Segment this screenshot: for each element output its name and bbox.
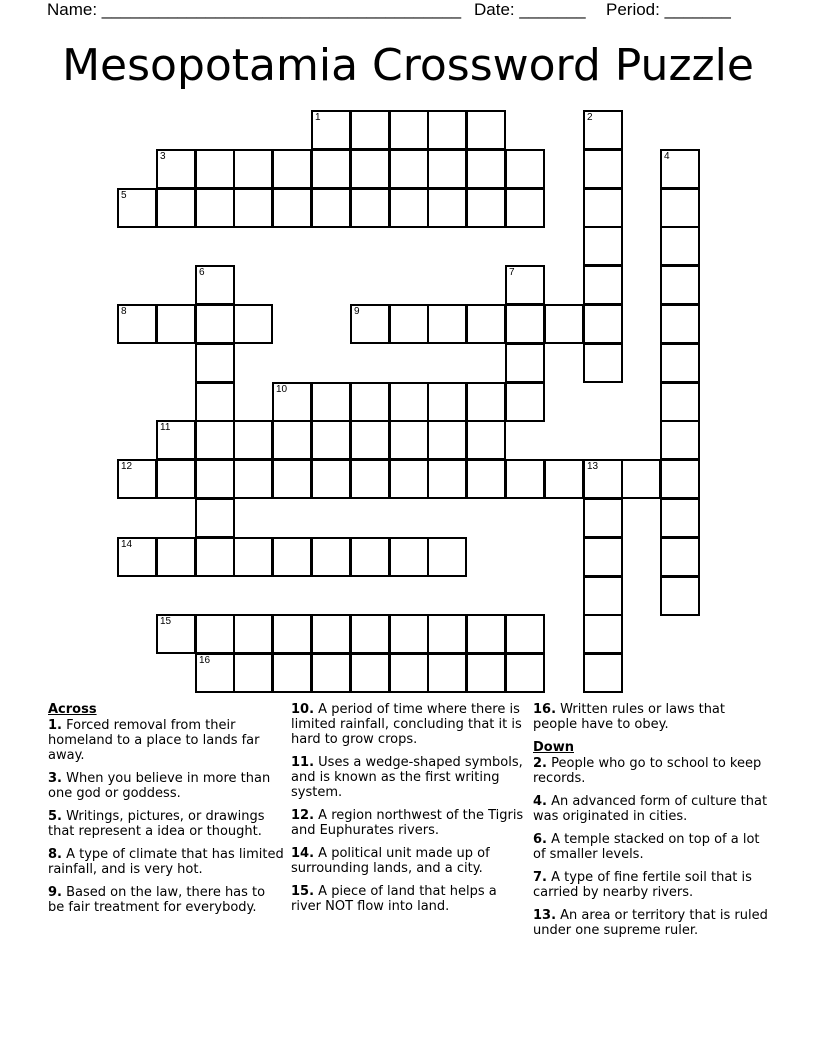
grid-cell[interactable] [505,188,545,228]
grid-cell[interactable] [156,537,196,577]
grid-cell[interactable] [660,576,700,616]
grid-cell[interactable] [427,110,467,150]
grid-cell[interactable] [350,382,390,422]
clue-text: An area or territory that is ruled under one supreme ruler. [533,908,768,938]
grid-cell[interactable] [233,537,273,577]
clue-text: A period of time where there is limited rainfall, concluding that it is hard to grow crops. [291,702,522,747]
grid-cell[interactable] [660,265,700,305]
across-clue [291,884,529,914]
grid-cell[interactable] [156,614,196,654]
cell-number: 7 [509,267,515,278]
grid-cell[interactable] [350,304,390,344]
grid-cell[interactable] [272,188,312,228]
cell-number: 10 [276,384,288,395]
grid-cell[interactable] [505,614,545,654]
cell-number: 4 [664,151,670,162]
grid-cell[interactable] [350,537,390,577]
grid-cell[interactable] [272,382,312,422]
cell-number: 3 [160,151,166,162]
cell-number: 14 [121,539,133,550]
grid-cell[interactable] [233,420,273,460]
grid-cell[interactable] [427,149,467,189]
grid-cell[interactable] [389,537,429,577]
grid-cell[interactable] [195,614,235,654]
across-clue [48,847,284,877]
grid-cell[interactable] [195,304,235,344]
clue-number: 7. [533,870,547,885]
grid-cell[interactable] [466,382,506,422]
grid-cell[interactable] [466,614,506,654]
clue-text: Written rules or laws that people have to obey. [533,702,725,732]
clue-number: 3. [48,771,62,786]
clue-number: 14. [291,846,315,861]
grid-cell[interactable] [583,614,623,654]
clue-text: Forced removal from their homeland to a place to lands far away. [48,718,260,763]
grid-cell[interactable] [466,420,506,460]
grid-cell[interactable] [660,226,700,266]
cell-number: 1 [315,112,321,123]
grid-cell[interactable] [233,188,273,228]
grid-cell[interactable] [505,459,545,499]
grid-cell[interactable] [311,149,351,189]
cell-number: 13 [587,461,599,472]
across-clue [48,718,284,763]
clue-number: 15. [291,884,315,899]
grid-cell[interactable] [195,537,235,577]
down-clue [533,756,773,786]
grid-cell[interactable] [272,537,312,577]
grid-cell[interactable] [389,382,429,422]
grid-cell[interactable] [660,420,700,460]
clues-column-2 [291,702,529,922]
clue-text: When you believe in more than one god or goddess. [48,771,271,801]
clue-number: 11. [291,755,315,770]
cell-number: 8 [121,306,127,317]
clue-number: 16. [533,702,557,717]
cell-number: 2 [587,112,593,123]
cell-number: 12 [121,461,133,472]
grid-cell[interactable] [583,459,623,499]
grid-cell[interactable] [156,149,196,189]
clue-text: A type of climate that has limited rainfall, and is very hot. [48,847,284,877]
grid-cell[interactable] [544,459,584,499]
grid-cell[interactable] [389,110,429,150]
cell-number: 9 [354,306,360,317]
grid-cell[interactable] [466,459,506,499]
clue-text: A type of fine fertile soil that is carried by nearby rivers. [533,870,752,900]
grid-cell[interactable] [117,459,157,499]
grid-cell[interactable] [389,614,429,654]
clue-text: A region northwest of the Tigris and Euphurates rivers. [291,808,524,838]
grid-cell[interactable] [195,149,235,189]
clue-text: Writings, pictures, or drawings that represent a idea or thought. [48,809,265,839]
grid-cell[interactable] [505,304,545,344]
grid-cell[interactable] [583,498,623,538]
across-clue [48,771,284,801]
grid-cell[interactable] [660,304,700,344]
clues-column-3 [533,702,773,946]
grid-cell[interactable] [427,614,467,654]
clues-column-1 [48,702,284,923]
clue-number: 10. [291,702,315,717]
down-clue [533,794,773,824]
grid-cell[interactable] [272,653,312,693]
grid-cell[interactable] [350,149,390,189]
name-field[interactable]: Name: ______________________________________ [47,0,462,19]
period-field[interactable]: Period: _______ [606,0,731,19]
grid-cell[interactable] [195,343,235,383]
grid-cell[interactable] [389,420,429,460]
grid-cell[interactable] [233,459,273,499]
grid-cell[interactable] [427,188,467,228]
grid-cell[interactable] [583,265,623,305]
grid-cell[interactable] [505,382,545,422]
grid-cell[interactable] [350,188,390,228]
across-clue [533,702,773,732]
across-clue [291,755,529,800]
across-clue [291,808,529,838]
grid-cell[interactable] [660,188,700,228]
grid-cell[interactable] [117,304,157,344]
grid-cell[interactable] [466,110,506,150]
grid-cell[interactable] [311,537,351,577]
across-clue [291,702,529,747]
clue-number: 8. [48,847,62,862]
grid-cell[interactable] [350,614,390,654]
grid-cell[interactable] [505,149,545,189]
grid-cell[interactable] [233,653,273,693]
grid-cell[interactable] [195,459,235,499]
cell-number: 6 [199,267,205,278]
grid-cell[interactable] [427,304,467,344]
grid-cell[interactable] [272,420,312,460]
clue-number: 6. [533,832,547,847]
grid-cell[interactable] [505,265,545,305]
grid-cell[interactable] [389,149,429,189]
grid-cell[interactable] [389,653,429,693]
grid-cell[interactable] [350,420,390,460]
grid-cell[interactable] [389,188,429,228]
grid-cell[interactable] [427,459,467,499]
grid-cell[interactable] [117,188,157,228]
grid-cell[interactable] [660,498,700,538]
grid-cell[interactable] [156,188,196,228]
across-heading: Across [48,702,97,717]
clue-number: 1. [48,718,62,733]
grid-cell[interactable] [350,653,390,693]
clue-number: 4. [533,794,547,809]
grid-cell[interactable] [311,110,351,150]
grid-cell[interactable] [272,149,312,189]
grid-cell[interactable] [195,382,235,422]
grid-cell[interactable] [389,459,429,499]
grid-cell[interactable] [660,459,700,499]
grid-cell[interactable] [272,459,312,499]
grid-cell[interactable] [427,382,467,422]
grid-cell[interactable] [156,304,196,344]
grid-cell[interactable] [621,459,661,499]
grid-cell[interactable] [233,614,273,654]
grid-cell[interactable] [583,576,623,616]
grid-cell[interactable] [311,188,351,228]
grid-cell[interactable] [583,110,623,150]
grid-cell[interactable] [389,304,429,344]
grid-cell[interactable] [195,653,235,693]
clue-number: 12. [291,808,315,823]
grid-cell[interactable] [311,420,351,460]
grid-cell[interactable] [117,537,157,577]
down-clue [533,832,773,862]
grid-cell[interactable] [156,420,196,460]
grid-cell[interactable] [583,343,623,383]
grid-cell[interactable] [156,459,196,499]
grid-cell[interactable] [195,188,235,228]
grid-cell[interactable] [583,537,623,577]
grid-cell[interactable] [544,304,584,344]
grid-cell[interactable] [583,304,623,344]
grid-cell[interactable] [660,537,700,577]
grid-cell[interactable] [583,226,623,266]
cell-number: 15 [160,616,172,627]
page-title: Mesopotamia Crossword Puzzle [62,40,754,91]
grid-cell[interactable] [311,614,351,654]
grid-cell[interactable] [660,149,700,189]
grid-cell[interactable] [660,343,700,383]
grid-cell[interactable] [583,149,623,189]
grid-cell[interactable] [660,382,700,422]
cell-number: 16 [199,655,211,666]
grid-cell[interactable] [427,420,467,460]
grid-cell[interactable] [583,653,623,693]
clue-text: Based on the law, there has to be fair treatment for everybody. [48,885,266,915]
grid-cell[interactable] [466,653,506,693]
grid-cell[interactable] [233,149,273,189]
grid-cell[interactable] [505,343,545,383]
grid-cell[interactable] [466,304,506,344]
grid-cell[interactable] [350,110,390,150]
clue-text: A political unit made up of surrounding lands, and a city. [291,846,490,876]
grid-cell[interactable] [195,498,235,538]
grid-cell[interactable] [505,653,545,693]
grid-cell[interactable] [350,459,390,499]
grid-cell[interactable] [233,304,273,344]
across-clue [291,846,529,876]
grid-cell[interactable] [427,537,467,577]
down-clue [533,908,773,938]
down-clue [533,870,773,900]
clue-text: People who go to school to keep records. [533,756,762,786]
cell-number: 11 [160,422,171,433]
cell-number: 5 [121,190,127,201]
date-field[interactable]: Date: _______ [474,0,586,19]
clue-text: A piece of land that helps a river NOT flow into land. [291,884,497,914]
clue-text: A temple stacked on top of a lot of smaller levels. [533,832,760,862]
clue-text: Uses a wedge-shaped symbols, and is known as the first writing system. [291,755,523,800]
grid-cell[interactable] [466,188,506,228]
grid-cell[interactable] [311,382,351,422]
across-clue [48,885,284,915]
grid-cell[interactable] [272,614,312,654]
across-clue [48,809,284,839]
grid-cell[interactable] [195,265,235,305]
grid-cell[interactable] [466,149,506,189]
clue-text: An advanced form of culture that was originated in cities. [533,794,768,824]
grid-cell[interactable] [311,653,351,693]
grid-cell[interactable] [583,188,623,228]
clue-number: 13. [533,908,557,923]
grid-cell[interactable] [311,459,351,499]
down-heading: Down [533,740,574,755]
grid-cell[interactable] [427,653,467,693]
clue-number: 2. [533,756,547,771]
clue-number: 5. [48,809,62,824]
clue-number: 9. [48,885,62,900]
grid-cell[interactable] [195,420,235,460]
